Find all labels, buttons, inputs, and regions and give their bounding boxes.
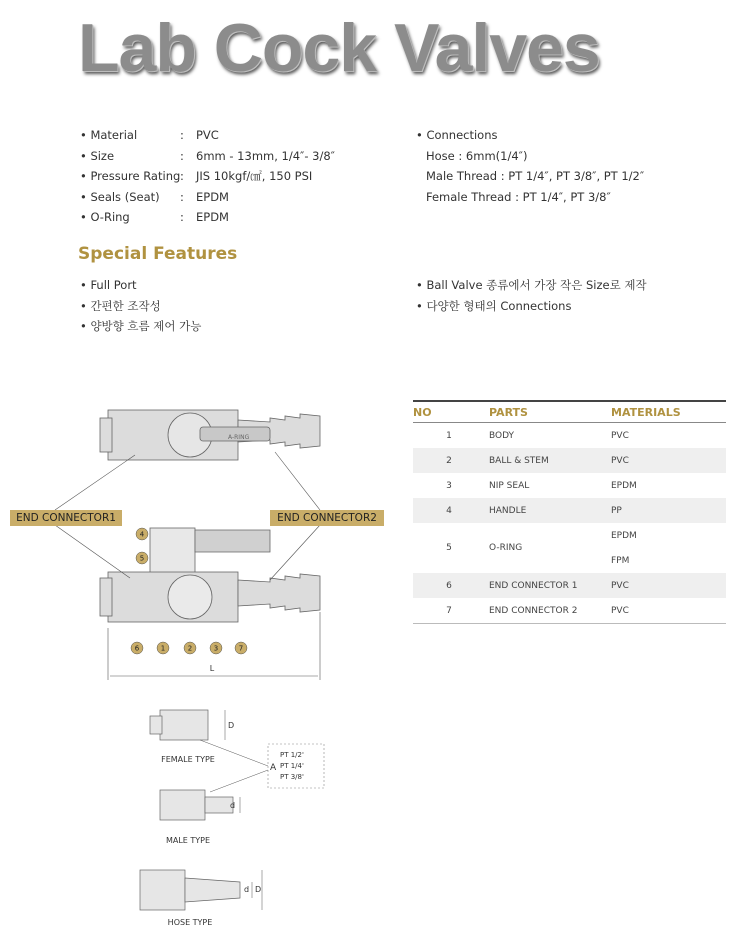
feature-item: • 다양한 형태의 Connections xyxy=(416,298,572,313)
features-left xyxy=(80,275,201,337)
thread-option: PT 1/2' xyxy=(280,751,304,759)
spec-oring: • O-Ring : EPDM xyxy=(80,210,229,224)
female-fitting xyxy=(160,710,208,740)
male-thread xyxy=(205,797,236,813)
end-connector-2-label: END CONNECTOR2 xyxy=(270,510,384,526)
female-end xyxy=(150,716,162,734)
header-no: NO xyxy=(413,401,485,423)
thread-option: PT 3/8' xyxy=(280,773,304,781)
connection-hose: Hose : 6mm(1/4″) xyxy=(426,148,528,163)
spec-size: • Size : 6mm - 13mm, 1/4″- 3/8″ xyxy=(80,148,335,163)
hose-fitting xyxy=(140,870,185,910)
table-row: 4 HANDLE PP xyxy=(413,498,726,523)
valve-diagram xyxy=(0,380,400,937)
female-type-label: FEMALE TYPE xyxy=(161,755,215,764)
feature-item: • 간편한 조작성 xyxy=(80,298,161,313)
connections-heading: • Connections xyxy=(416,128,498,142)
hose-type-label: HOSE TYPE xyxy=(167,918,213,927)
dim-d-female: D xyxy=(228,721,235,730)
end-connector-1-label: END CONNECTOR1 xyxy=(10,510,122,526)
spec-pressure: • Pressure Rating : JIS 10kgf/㎠, 150 PSI xyxy=(80,169,313,183)
male-fitting xyxy=(160,790,205,820)
table-row: FPM xyxy=(611,555,630,566)
table-row: 5 O-RING EPDM xyxy=(446,530,637,553)
hose-barb xyxy=(185,878,240,902)
side-ball xyxy=(168,575,212,619)
dim-D-hose: D xyxy=(255,885,262,894)
feature-item: • Full Port xyxy=(80,278,137,292)
special-features-title: Special Features xyxy=(78,244,238,264)
side-stem xyxy=(150,528,195,573)
connections xyxy=(416,125,644,207)
feature-item: • Ball Valve 종류에서 가장 작은 Size로 제작 xyxy=(416,278,647,292)
side-connector-left xyxy=(100,578,112,616)
dimension-l: L xyxy=(209,664,215,673)
table-row: 2 BALL & STEM PVC xyxy=(413,448,726,473)
top-connector-left xyxy=(100,418,112,452)
callout-7: 7 xyxy=(238,644,244,653)
thread-option: PT 1/4' xyxy=(280,762,304,770)
connection-female: Female Thread : PT 1/4″, PT 3/8″ xyxy=(426,189,611,204)
side-hose-barb xyxy=(238,574,320,612)
table-row: 7 END CONNECTOR 2 PVC xyxy=(413,598,726,624)
dim-d-male: d xyxy=(230,801,236,810)
table-row: 3 NIP SEAL EPDM xyxy=(446,480,637,491)
spec-list xyxy=(80,125,335,228)
dim-d-hose: d xyxy=(244,885,250,894)
spec-material: • Material : PVC xyxy=(80,128,219,142)
table-header xyxy=(413,401,726,423)
table-row: 6 END CONNECTOR 1 PVC xyxy=(413,573,726,598)
header-materials: MATERIALS xyxy=(611,401,726,423)
handle-text: A-RING xyxy=(228,434,250,441)
male-type-label: MALE TYPE xyxy=(165,836,211,845)
features-right xyxy=(416,275,647,316)
spec-seals: • Seals (Seat) : EPDM xyxy=(80,189,229,204)
page-title: Lab Cock Valves xyxy=(78,10,600,86)
callout-1: 1 xyxy=(160,644,166,653)
side-handle xyxy=(195,530,270,552)
table-row: 1 BODY PVC xyxy=(446,430,629,441)
dim-a: A xyxy=(270,763,277,773)
callout-5: 5 xyxy=(139,554,145,563)
connection-male: Male Thread : PT 1/4″, PT 3/8″, PT 1/2″ xyxy=(426,169,645,183)
feature-item: • 양방향 흐름 제어 가능 xyxy=(80,319,202,333)
callout-2: 2 xyxy=(187,644,193,653)
header-parts: PARTS xyxy=(485,401,611,423)
callout-3: 3 xyxy=(213,644,219,653)
callout-4: 4 xyxy=(139,530,145,539)
parts-table xyxy=(413,400,726,624)
callout-6: 6 xyxy=(134,644,140,653)
